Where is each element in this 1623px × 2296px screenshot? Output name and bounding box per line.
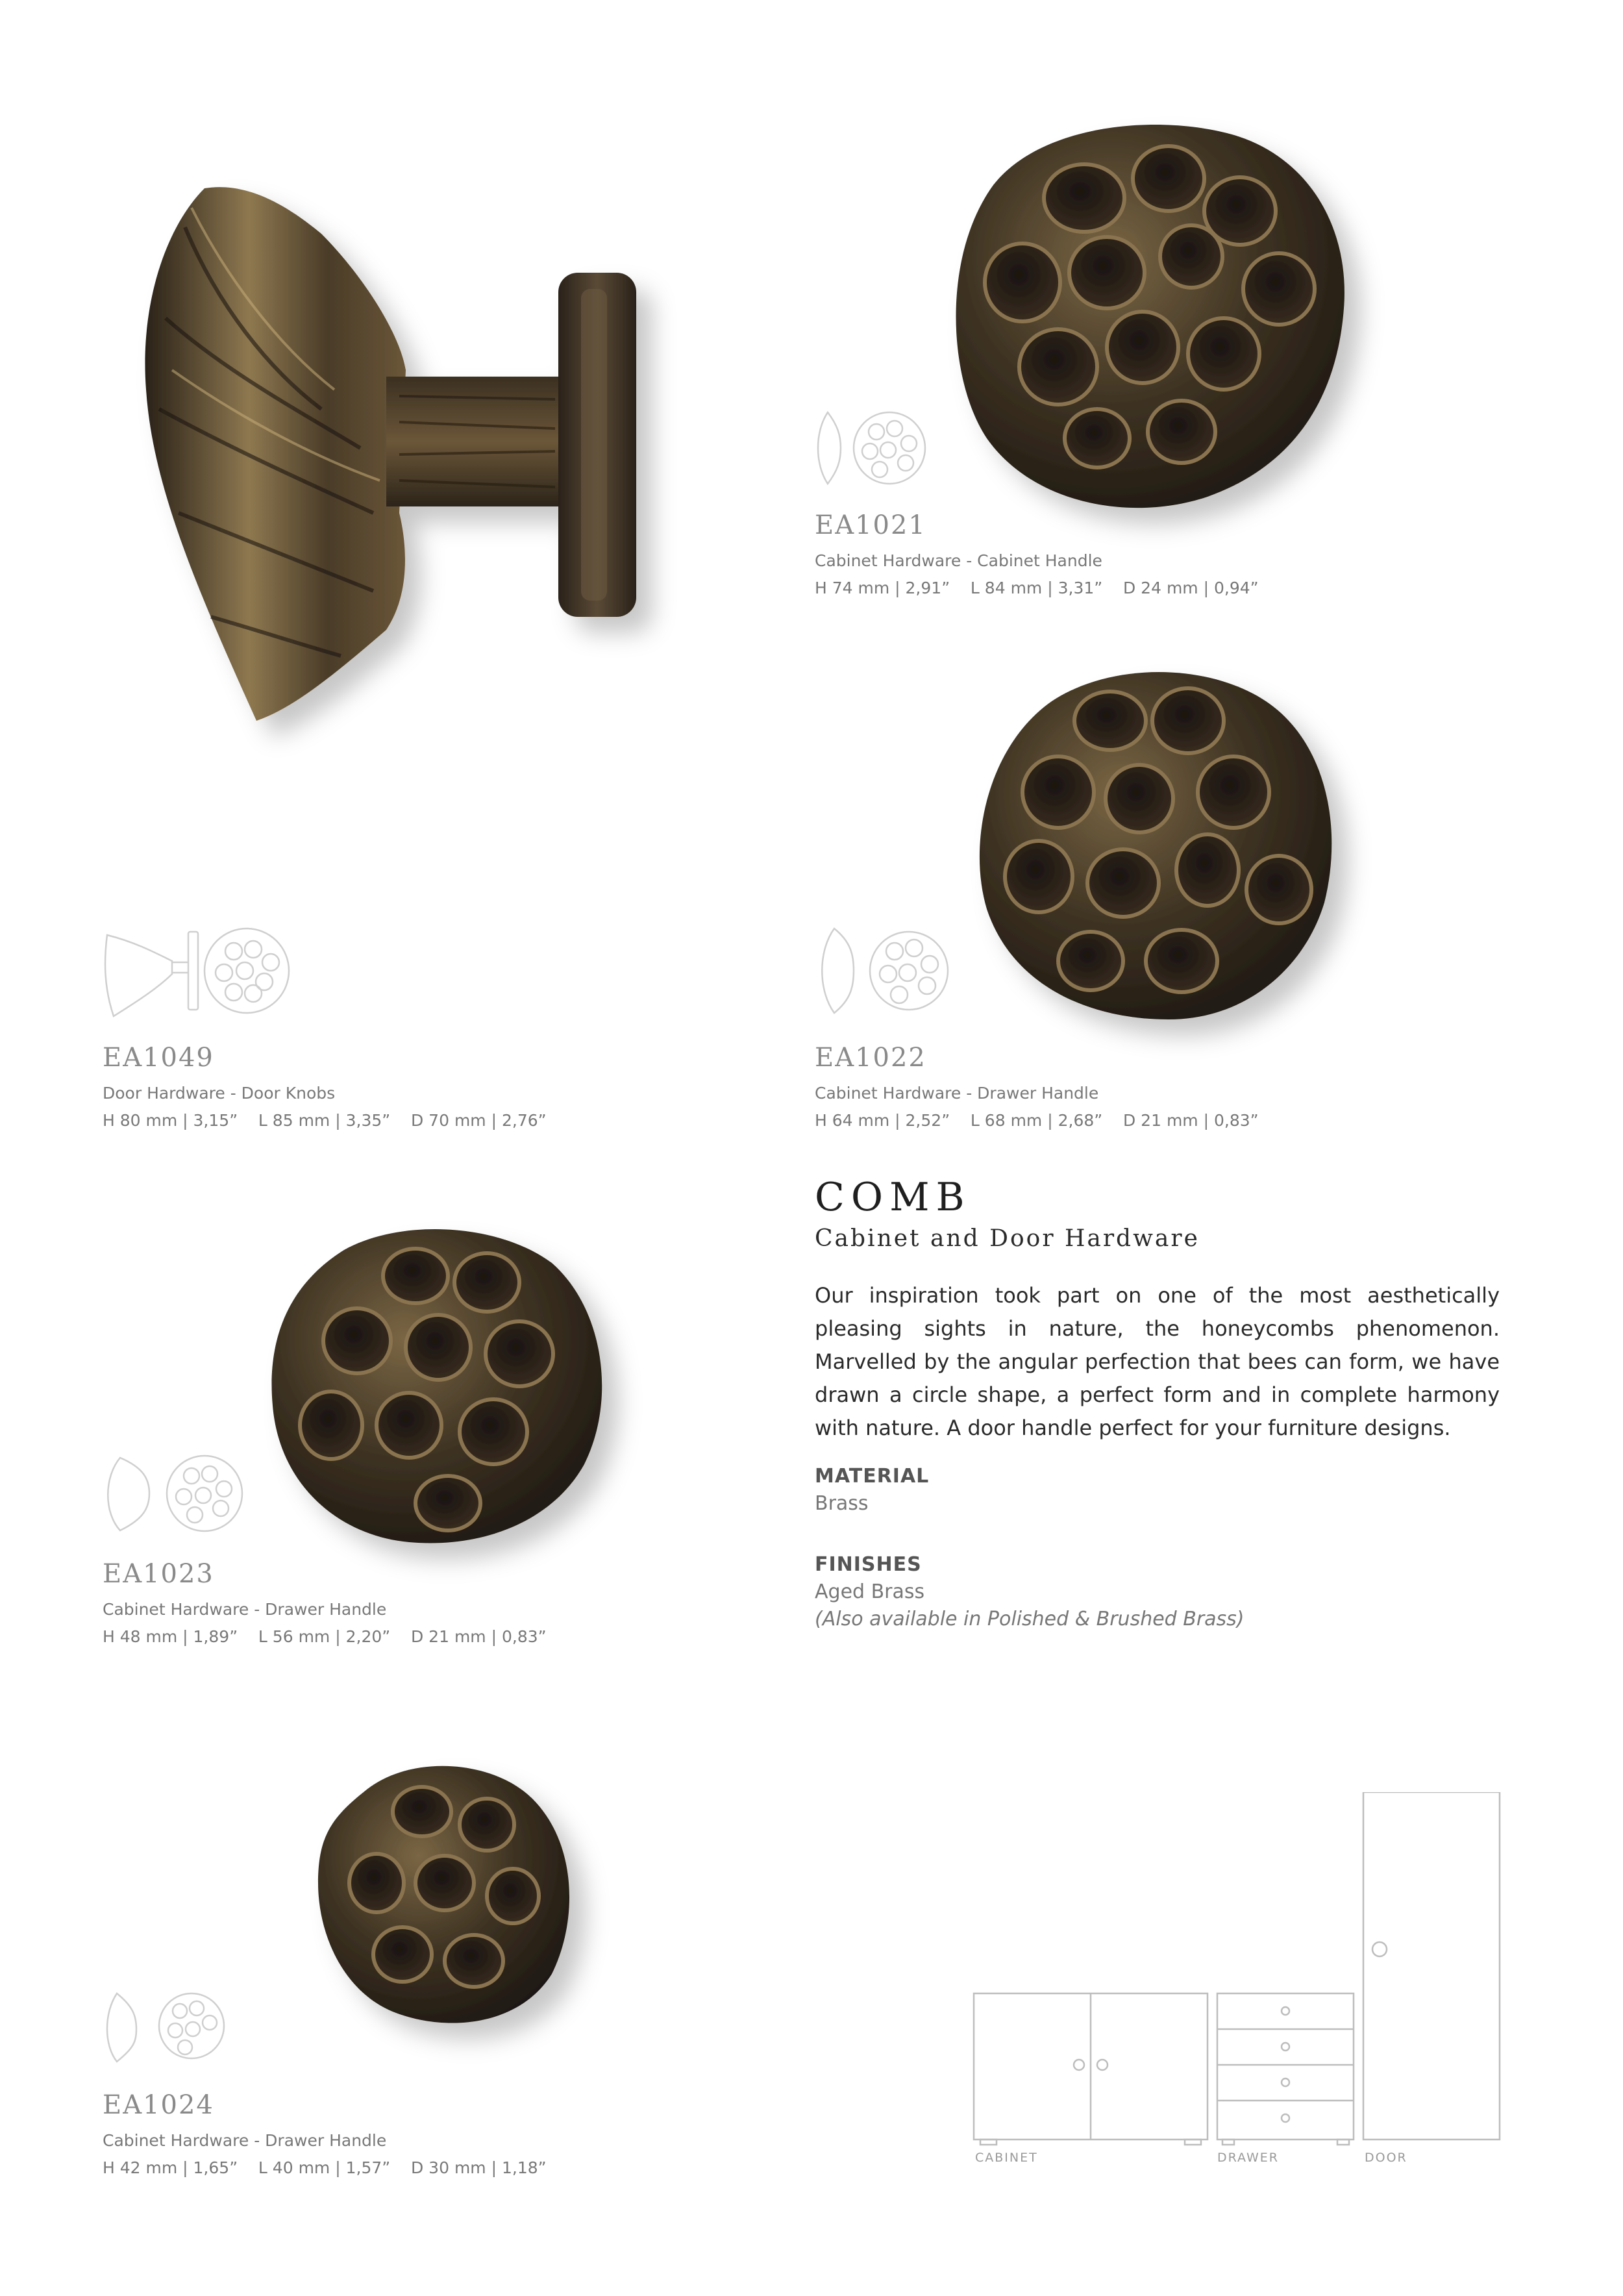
furniture-label-cabinet: CABINET	[975, 2151, 1038, 2165]
product-ea1024	[103, 2090, 687, 2182]
product-dimensions: H 80 mm | 3,15” L 85 mm | 3,35” D 70 mm | 2,76”	[103, 1111, 547, 1130]
finishes-label: FINISHES	[815, 1553, 922, 1576]
product-category: Cabinet Hardware - Drawer Handle	[103, 2131, 387, 2150]
collection-title: COMB	[815, 1175, 971, 1220]
product-code: EA1024	[103, 2090, 214, 2120]
product-dimensions: H 42 mm | 1,65” L 40 mm | 1,57” D 30 mm | 1,18”	[103, 2158, 547, 2177]
product-dimensions: H 64 mm | 2,52” L 68 mm | 2,68” D 21 mm | 0,83”	[815, 1111, 1259, 1130]
sketch-ea1022	[812, 922, 954, 1019]
product-dimensions: H 48 mm | 1,89” L 56 mm | 2,20” D 21 mm | 0,83”	[103, 1627, 547, 1646]
product-category: Cabinet Hardware - Drawer Handle	[815, 1084, 1099, 1103]
product-photo-ea1024	[305, 1753, 578, 2039]
product-dimensions: H 74 mm | 2,91” L 84 mm | 3,31” D 24 mm | 0,94”	[815, 579, 1259, 597]
product-code: EA1023	[103, 1559, 214, 1589]
collection-info	[815, 1174, 1503, 1633]
finishes-note: (Also available in Polished & Brushed Brass)	[815, 1608, 1245, 1630]
product-code: EA1022	[815, 1043, 926, 1073]
sketch-ea1021	[812, 406, 928, 490]
product-ea1021	[815, 510, 1399, 602]
furniture-label-door: DOOR	[1365, 2151, 1407, 2165]
material-value: Brass	[815, 1492, 869, 1515]
cabinet-icon	[974, 1993, 1208, 2145]
door-icon	[1363, 1792, 1500, 2140]
product-photo-ea1049	[127, 175, 659, 734]
furniture-label-drawer: DRAWER	[1217, 2151, 1280, 2165]
product-photo-ea1022	[961, 662, 1350, 1039]
sketch-ea1023	[101, 1451, 250, 1536]
product-ea1022	[815, 1042, 1399, 1134]
product-photo-ea1023	[260, 1217, 630, 1568]
product-code: EA1021	[815, 510, 926, 540]
product-code: EA1049	[103, 1043, 214, 1073]
finishes-value: Aged Brass	[815, 1580, 925, 1603]
collection-description: Our inspiration took part on one of the most aesthetically pleasing sights in nature, the honeycombs phenomenon. Marvelled by the angular perfection that bees can form, we have drawn a circle shape, a perfect form and in complete harmony with nature. A door handle perfect for your furniture designs.	[815, 1283, 1500, 1440]
product-ea1023	[103, 1558, 687, 1651]
product-photo-ea1021	[935, 114, 1363, 529]
collection-subtitle: Cabinet and Door Hardware	[815, 1225, 1200, 1252]
furniture-diagram	[967, 1792, 1506, 2169]
drawer-icon	[1217, 1993, 1354, 2145]
product-category: Cabinet Hardware - Drawer Handle	[103, 1600, 387, 1619]
material-label: MATERIAL	[815, 1465, 930, 1488]
product-category: Door Hardware - Door Knobs	[103, 1084, 336, 1103]
product-category: Cabinet Hardware - Cabinet Handle	[815, 551, 1102, 570]
sketch-ea1024	[101, 1984, 230, 2068]
sketch-ea1049	[101, 922, 295, 1019]
product-ea1049	[103, 1042, 687, 1134]
